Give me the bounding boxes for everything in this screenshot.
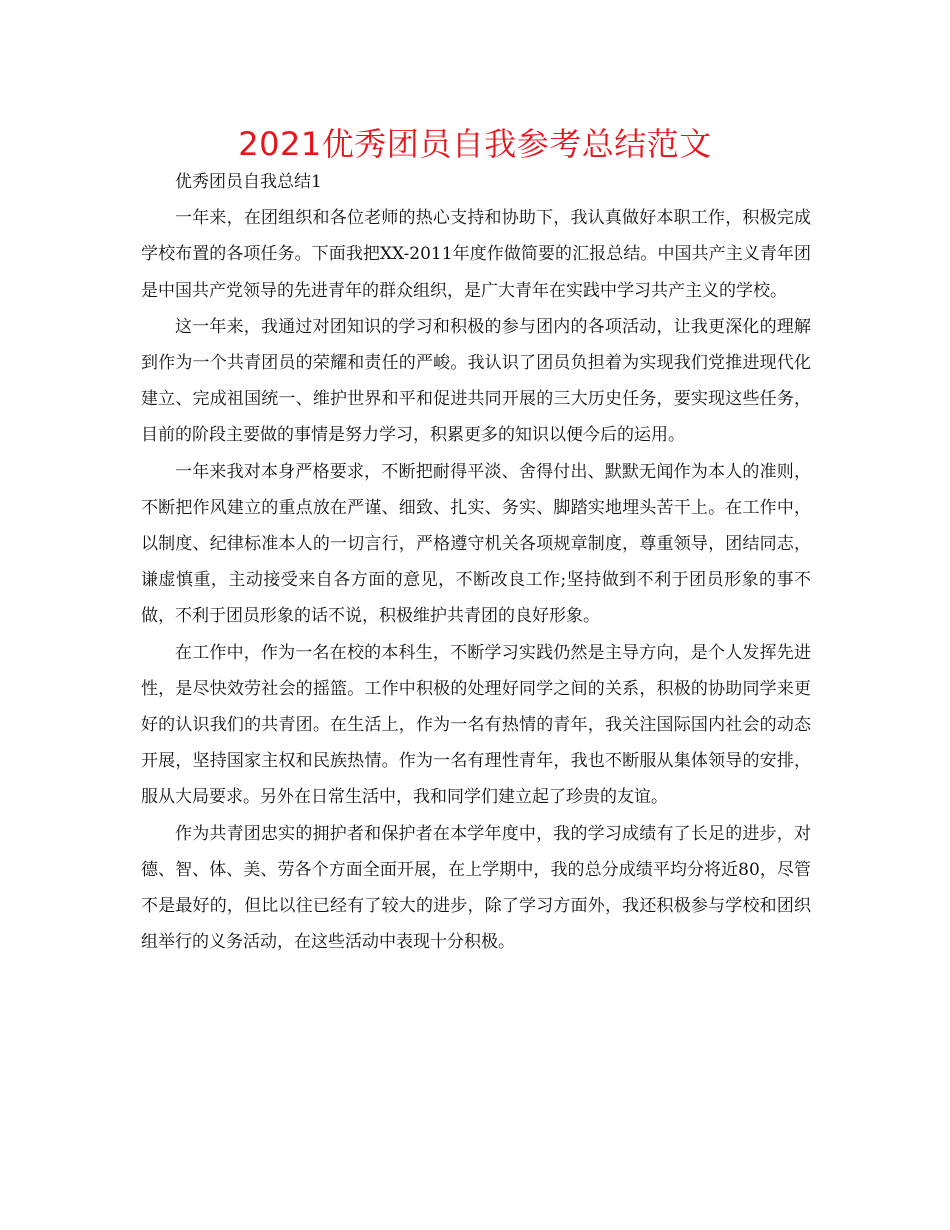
document-title: 2021优秀团员自我参考总结范文	[238, 125, 712, 163]
document-body	[141, 164, 811, 960]
paragraph-4: 在工作中，作为一名在校的本科生，不断学习实践仍然是主导方向，是个人发挥先进性，是尽快效劳社会的摇篮。工作中积极的处理好同学之间的关系，积极的协助同学来更好的认识我们的共青团。在生活上，作为一名有热情的青年，我关注国际国内社会的动态开展，坚持国家主权和民族热情。作为一名有理性青年，我也不断服从集体领导的安排，服从大局要求。另外在日常生活中，我和同学们建立起了珍贵的友谊。	[141, 642, 811, 808]
paragraph-1: 一年来，在团组织和各位老师的热心支持和协助下，我认真做好本职工作，积极完成学校布置的各项任务。下面我把XX-2011年度作做简要的汇报总结。中国共产主义青年团是中国共产党领导的先进青年的群众组织，是广大青年在实践中学习共产主义的学校。	[141, 208, 811, 301]
paragraph-5: 作为共青团忠实的拥护者和保护者在本学年度中，我的学习成绩有了长足的进步，对德、智、体、美、劳各个方面全面开展，在上学期中，我的总分成绩平均分将近80，尽管不是最好的，但比以往已经有了较大的进步，除了学习方面外，我还积极参与学校和团织组举行的义务活动，在这些活动中表现十分积极。	[141, 823, 811, 953]
paragraph-2: 这一年来，我通过对团知识的学习和积极的参与团内的各项活动，让我更深化的理解到作为一个共青团员的荣耀和责任的严峻。我认识了团员负担着为实现我们党推进现代化建立、完成祖国统一、维护世界和平和促进共同开展的三大历史任务，要实现这些任务，目前的阶段主要做的事情是努力学习，积累更多的知识以便今后的运用。	[141, 316, 811, 446]
paragraph-3: 一年来我对本身严格要求，不断把耐得平淡、舍得付出、默默无闻作为本人的准则，不断把作风建立的重点放在严谨、细致、扎实、务实、脚踏实地埋头苦干上。在工作中，以制度、纪律标准本人的一切言行，严格遵守机关各项规章制度，尊重领导，团结同志，谦虚慎重，主动接受来自各方面的意见，不断改良工作;坚持做到不利于团员形象的事不做，不利于团员形象的话不说，积极维护共青团的良好形象。	[141, 461, 811, 627]
section-subheading: 优秀团员自我总结1	[175, 172, 322, 192]
